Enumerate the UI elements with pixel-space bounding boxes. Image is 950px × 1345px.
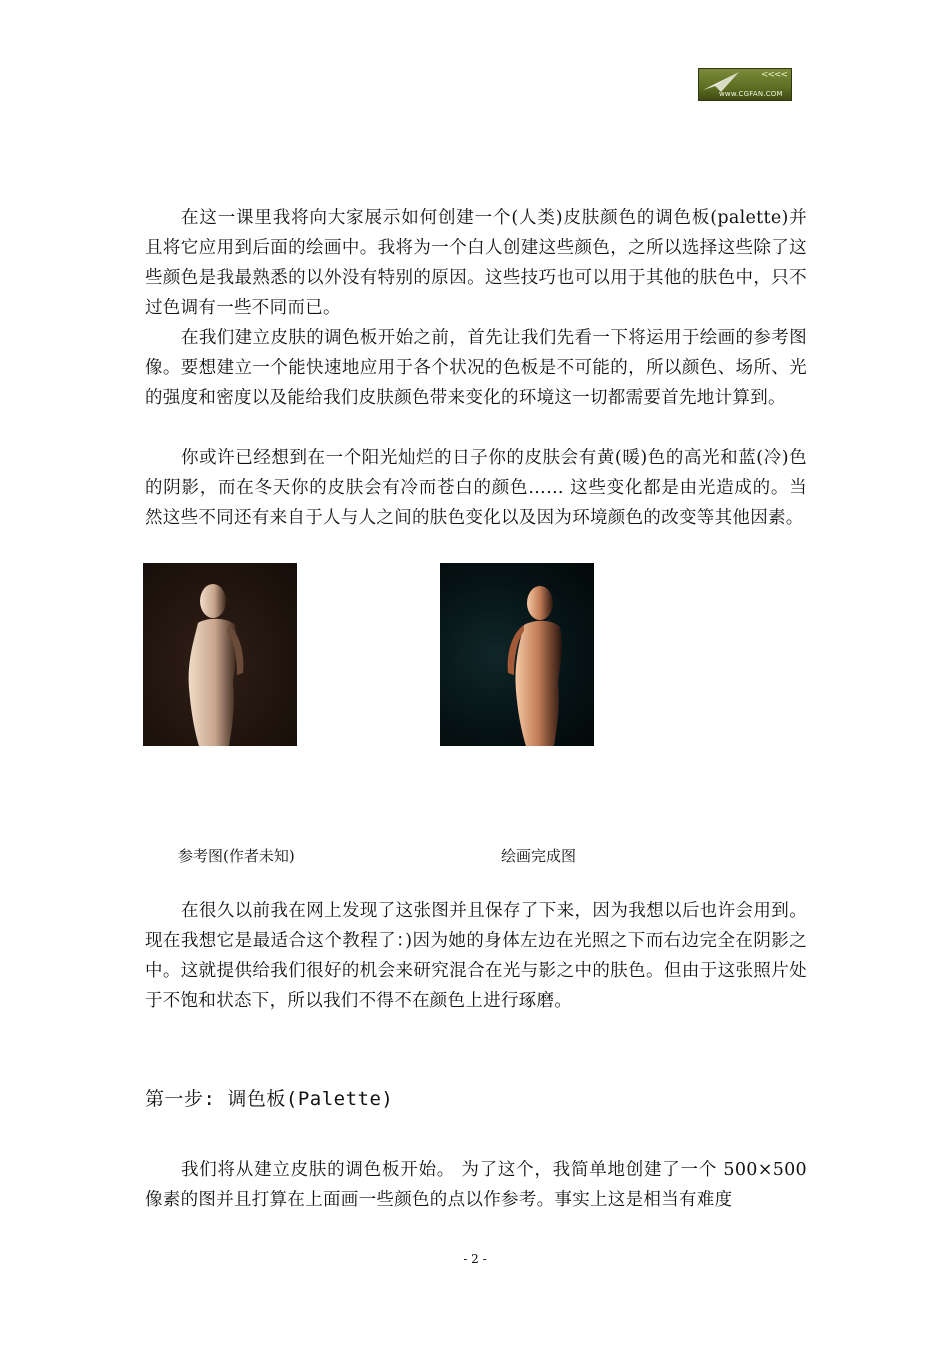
reference-photo (143, 563, 297, 746)
page-number: - 2 - (463, 1252, 487, 1266)
caption-finished: 绘画完成图 (501, 847, 577, 865)
paragraph-photo-note: 在很久以前我在网上发现了这张图并且保存了下来，因为我想以后也许会用到。现在我想它是最适合这个教程了：)因为她的身体左边在光照之下而右边完全在阴影之中。这就提供给我们很好的机会来研究混合在光与影之中的肤色。但由于这张照片处于不饱和状态下，所以我们不得不在颜色上进行琢磨。 (145, 901, 807, 1011)
paragraph-step1: 我们将从建立皮肤的调色板开始。 为了这个，我简单地创建了一个 500×500 像素的图并且打算在上面画一些颜色的点以作参考。事实上这是相当有难度 (145, 1160, 807, 1210)
paragraph-lighting: 你或许已经想到在一个阳光灿烂的日子你的皮肤会有黄(暖)色的高光和蓝(冷)色的阴影，而在冬天你的皮肤会有冷而苍白的颜色…… 这些变化都是由光造成的。当然这些不同还有来自于人与人之间的肤色变化以及因为环境颜色的改变等其他因素。 (145, 448, 807, 528)
logo-arrows: <<<< (760, 70, 787, 80)
cgfan-logo (698, 68, 792, 101)
paragraph-reference: 在我们建立皮肤的调色板开始之前，首先让我们先看一下将运用于绘画的参考图像。要想建立一个能快速地应用于各个状况的色板是不可能的，所以颜色、场所、光的强度和密度以及能给我们皮肤颜色带来变化的环境这一切都需要首先地计算到。 (145, 328, 807, 408)
step-heading: 第一步: 调色板(Palette) (145, 1088, 394, 1110)
finished-painting (440, 563, 594, 746)
caption-reference: 参考图(作者未知) (178, 847, 295, 865)
paragraph-intro: 在这一课里我将向大家展示如何创建一个(人类)皮肤颜色的调色板(palette)并且将它应用到后面的绘画中。我将为一个白人创建这些颜色，之所以选择这些除了这些颜色是我最熟悉的以外没有特别的原因。这些技巧也可以用于其他的肤色中，只不过色调有一些不同而已。 (145, 208, 807, 318)
logo-url: www.CGFAN.COM (719, 90, 783, 98)
